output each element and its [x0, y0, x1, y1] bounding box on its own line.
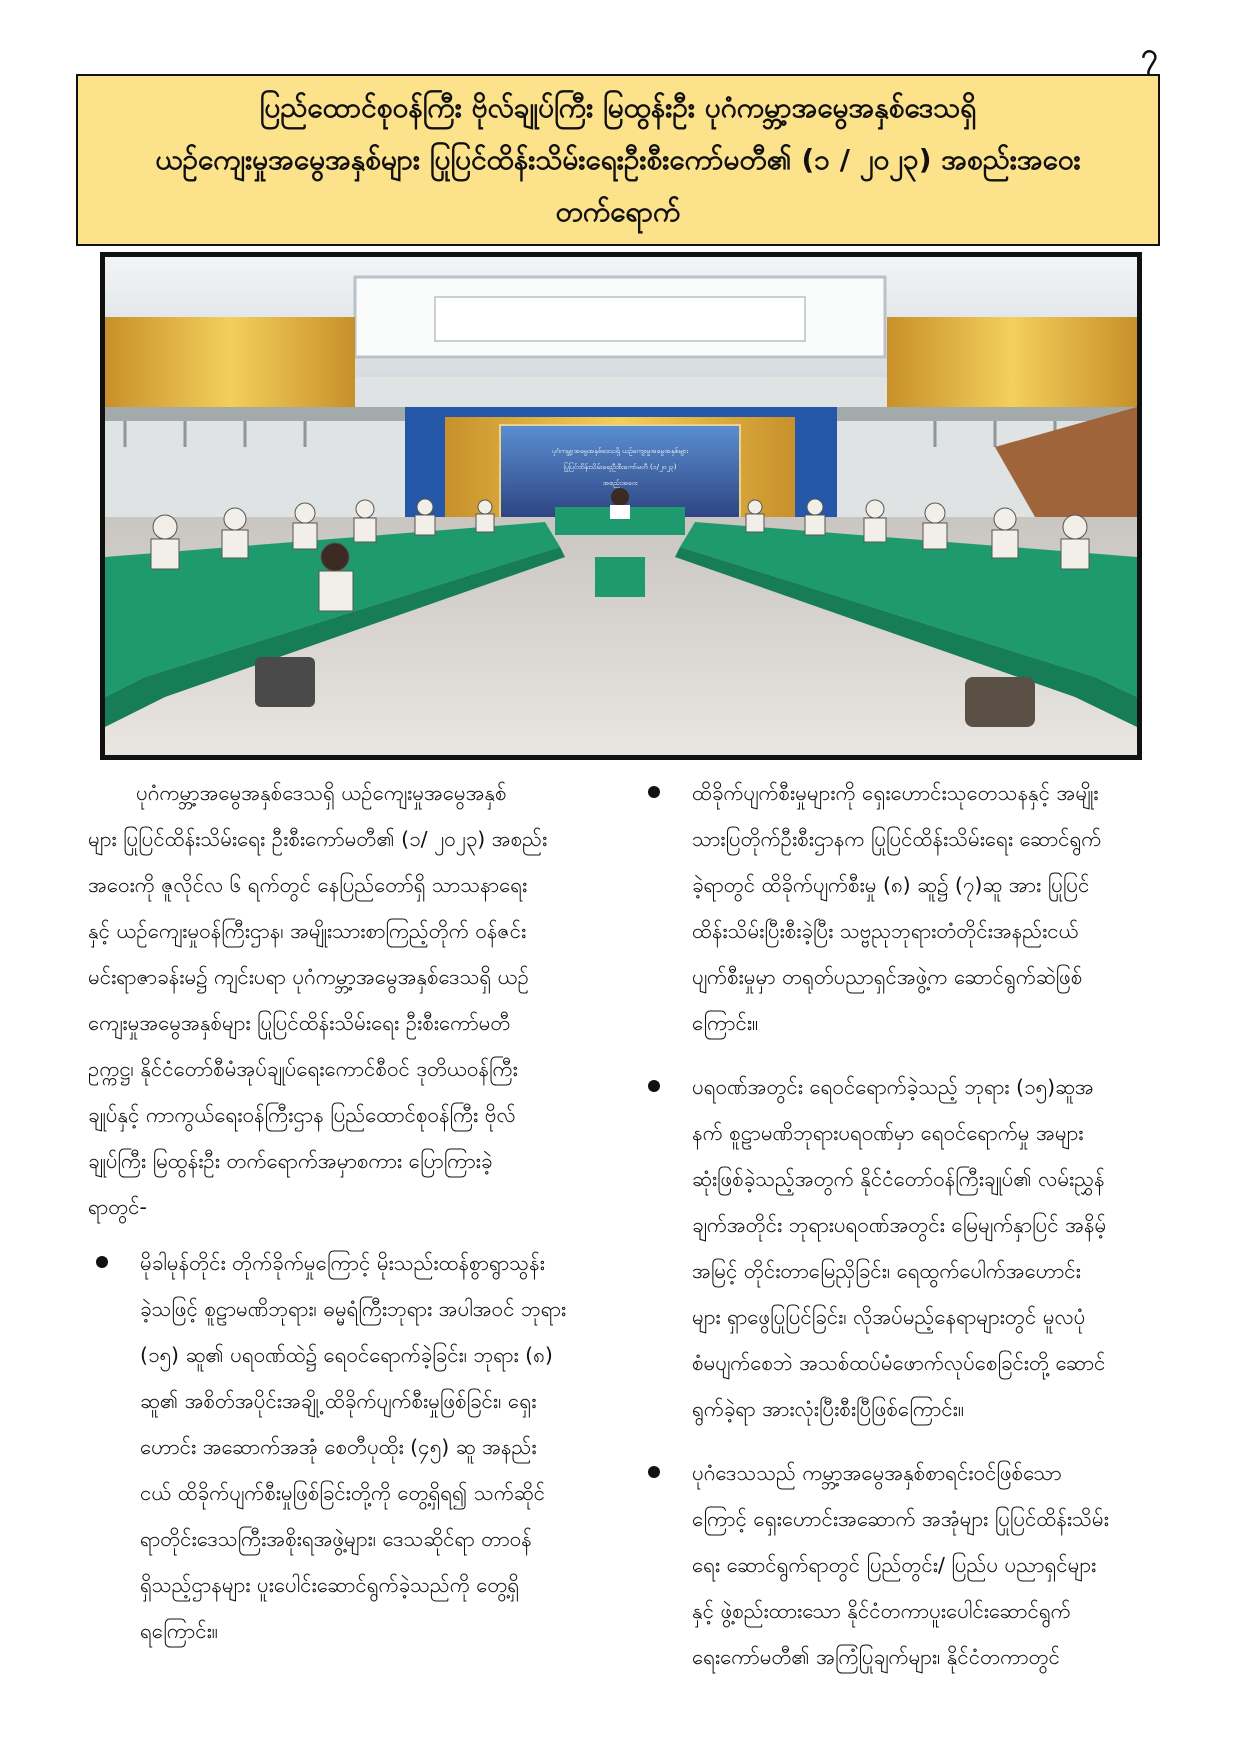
right-column [640, 770, 1172, 1698]
bullet-line: ထိန်းသိမ်းပြီးစီးခဲ့ပြီး သဗ္ဗညုဘုရားတံတိုင်းအနည်းငယ် [692, 919, 1079, 943]
intro-line: ဥက္ကဋ္ဌ၊ နိုင်ငံတော်စီမံအုပ်ချုပ်ရေးကောင်စီဝင် ဒုတိယဝန်ကြီး [88, 1057, 518, 1081]
bullet-line: ဟောင်း အဆောက်အအုံ စေတီပုထိုး (၄၅) ဆူ အနည်း [140, 1435, 537, 1459]
bullet-dot-icon [96, 1256, 108, 1268]
bullet-line: (၁၅) ဆူ၏ ပရဝဏ်ထဲ၌ ရေဝင်ရောက်ခဲ့ခြင်း၊ ဘုရား (၈) [140, 1343, 553, 1367]
bullet-line: နက် စူဠာမဏိဘုရားပရဝဏ်မှာ ရေဝင်ရောက်မှု အများ [692, 1121, 1084, 1145]
bullet-dot-icon [648, 786, 660, 798]
bullet-line: ငယ် ထိခိုက်ပျက်စီးမှုဖြစ်ခြင်းတို့ကို တွေ့ရှိရ၍ သက်ဆိုင် [140, 1481, 545, 1505]
intro-line: ချုပ်ကြီး မြထွန်းဦး တက်ရောက်အမှာစကား ပြောကြားခဲ့ [88, 1149, 493, 1173]
bullet-item [640, 770, 1172, 1046]
bullet-line: ပုဂံဒေသသည် ကမ္ဘာ့အမွေအနှစ်စာရင်းဝင်ဖြစ်သော [692, 1461, 1062, 1485]
bullet-line: ကြောင့် ရှေးဟောင်းအဆောက် အအုံများ ပြုပြင်ထိန်းသိမ်း [692, 1507, 1109, 1531]
title-line-3: တက်ရောက် [555, 195, 681, 228]
bullet-line: ရာတိုင်းဒေသကြီးအစိုးရအဖွဲ့များ၊ ဒေသဆိုင်ရာ တာဝန် [140, 1527, 532, 1551]
bullet-line: စံမပျက်စေဘဲ အသစ်ထပ်မံဖောက်လုပ်စေခြင်းတို့ ဆောင် [692, 1351, 1106, 1375]
intro-line: ကျေးမှုအမွေအနှစ်များ ပြုပြင်ထိန်းသိမ်းရေး ဦးစီးကော်မတီ [88, 1011, 511, 1035]
bullet-dot-icon [648, 1466, 660, 1478]
intro-line: များ ပြုပြင်ထိန်းသိမ်းရေး ဦးစီးကော်မတီ၏ (၁/ ၂၀၂၃) အစည်း [88, 827, 548, 851]
intro-line: နှင့် ယဉ်ကျေးမှုဝန်ကြီးဌာန၊ အမျိုးသားစာကြည့်တိုက် ဝန်ဇင်း [88, 919, 527, 943]
bullet-item [640, 1450, 1172, 1680]
intro-line: ရာတွင်- [88, 1195, 147, 1219]
bullet-line: နှင့် ဖွဲ့စည်းထားသော နိုင်ငံတကာပူးပေါင်းဆောင်ရွက် [692, 1599, 1071, 1623]
intro-line: ပုဂံကမ္ဘာ့အမွေအနှစ်ဒေသရှိ ယဉ်ကျေးမှုအမွေအနှစ် [136, 781, 507, 805]
left-column [88, 770, 598, 1672]
bullet-line: ကြောင်း။ [692, 1011, 759, 1035]
meeting-hall-photo [100, 252, 1142, 760]
bullet-line: အမြင့် တိုင်းတာမြေညှိခြင်း၊ ရေထွက်ပေါက်အဟောင်း [692, 1259, 1081, 1283]
bullet-line: ဆုံးဖြစ်ခဲ့သည့်အတွက် နိုင်ငံတော်ဝန်ကြီးချုပ်၏ လမ်းညွှန် [692, 1167, 1105, 1191]
intro-line: မင်းရာဇာခန်းမ၌ ကျင်းပရာ ပုဂံကမ္ဘာ့အမွေအနှစ်ဒေသရှိ ယဉ် [88, 965, 529, 989]
article-title-box [76, 74, 1160, 246]
bullet-line: များ ရှာဖွေပြုပြင်ခြင်း၊ လိုအပ်မည့်နေရာများတွင် မူလပုံ [692, 1305, 1086, 1329]
foreground-bag-right [965, 677, 1035, 727]
bullet-line: ရကြောင်း။ [140, 1619, 219, 1643]
bullet-dot-icon [648, 1080, 660, 1092]
foreground-chair-left [255, 657, 315, 707]
banner-line-2: ပြုပြင်ထိန်းသိမ်းရေးဦးစီးကော်မတီ (၁/၂၀၂၃) [563, 463, 677, 471]
title-line-2: ယဉ်ကျေးမှုအမွေအနှစ်များ ပြုပြင်ထိန်းသိမ်းရေးဦးစီးကော်မတီ၏ (၁ / ၂၀၂၃) အစည်းအဝေး [155, 143, 1081, 176]
intro-paragraph [88, 770, 598, 816]
bullet-line: ရွက်ခဲ့ရာ အားလုံးပြီးစီးပြီဖြစ်ကြောင်း။ [692, 1397, 965, 1421]
intro-line: အဝေးကို ဇူလိုင်လ ၆ ရက်တွင် နေပြည်တော်ရှိ သာသနာရေး [88, 873, 528, 897]
intro-line: ချုပ်နှင့် ကာကွယ်ရေးဝန်ကြီးဌာန ပြည်ထောင်စုဝန်ကြီး ဗိုလ် [88, 1103, 516, 1127]
meeting-hall-illustration [105, 257, 1137, 755]
bullet-line: ပရဝဏ်အတွင်း ရေဝင်ရောက်ခဲ့သည့် ဘုရား (၁၅)ဆူအ [692, 1075, 1094, 1099]
bullet-line: ရှိသည့်ဌာနများ ပူးပေါင်းဆောင်ရွက်ခဲ့သည်ကို တွေ့ရှိ [140, 1573, 520, 1597]
banner-line-1: ပုဂံကမ္ဘာ့အမွေအနှစ်ဒေသရှိ ယဉ်ကျေးမှုအမွေအနှစ်များ [551, 447, 689, 455]
bullet-line: သားပြတိုက်ဦးစီးဌာနက ပြုပြင်ထိန်းသိမ်းရေး ဆောင်ရွက် [692, 827, 1102, 851]
bullet-line: ရေး ဆောင်ရွက်ရာတွင် ပြည်တွင်း/ ပြည်ပ ပညာရှင်များ [692, 1553, 1097, 1577]
right-balcony-curtain [887, 317, 1137, 407]
bullet-line: မိုခါမုန်တိုင်း တိုက်ခိုက်မှုကြောင့် မိုးသည်းထန်စွာရွာသွန်း [140, 1251, 545, 1275]
bullet-line: ထိခိုက်ပျက်စီးမှုများကို ရှေးဟောင်းသုတေသနနှင့် အမျိုး [692, 781, 1099, 805]
bullet-line: ပျက်စီးမှုမှာ တရုတ်ပညာရှင်အဖွဲ့က ဆောင်ရွက်ဆဲဖြစ် [692, 965, 1083, 989]
bullet-item [640, 1064, 1172, 1432]
bullet-line: ခဲ့ရာတွင် ထိခိုက်ပျက်စီးမှု (၈) ဆူ၌ (၇)ဆူ အား ပြုပြင် [692, 873, 1090, 897]
bullet-line: ရေးကော်မတီ၏ အကြံပြုချက်များ၊ နိုင်ငံတကာတွင် [692, 1645, 1060, 1669]
left-balcony-curtain [105, 317, 355, 407]
bullet-line: ချက်အတိုင်း ဘုရားပရဝဏ်အတွင်း မြေမျက်နှာပြင် အနိမ့် [692, 1213, 1107, 1237]
page-number: ၇ [1141, 37, 1158, 72]
bullet-line: ခဲ့သဖြင့် စူဠာမဏိဘုရား၊ ဓမ္မရံကြီးဘုရား အပါအဝင် ဘုရား [140, 1297, 567, 1321]
banner-line-3: အစည်းအဝေး [602, 479, 638, 487]
bullet-line: ဆူ၏ အစိတ်အပိုင်းအချို့ ထိခိုက်ပျက်စီးမှုဖြစ်ခြင်း၊ ရှေး [140, 1389, 537, 1413]
bullet-item [88, 1240, 598, 1654]
title-line-1: ပြည်ထောင်စုဝန်ကြီး ဗိုလ်ချုပ်ကြီး မြထွန်းဦး ပုဂံကမ္ဘာ့အမွေအနှစ်ဒေသရှိ [259, 91, 977, 124]
